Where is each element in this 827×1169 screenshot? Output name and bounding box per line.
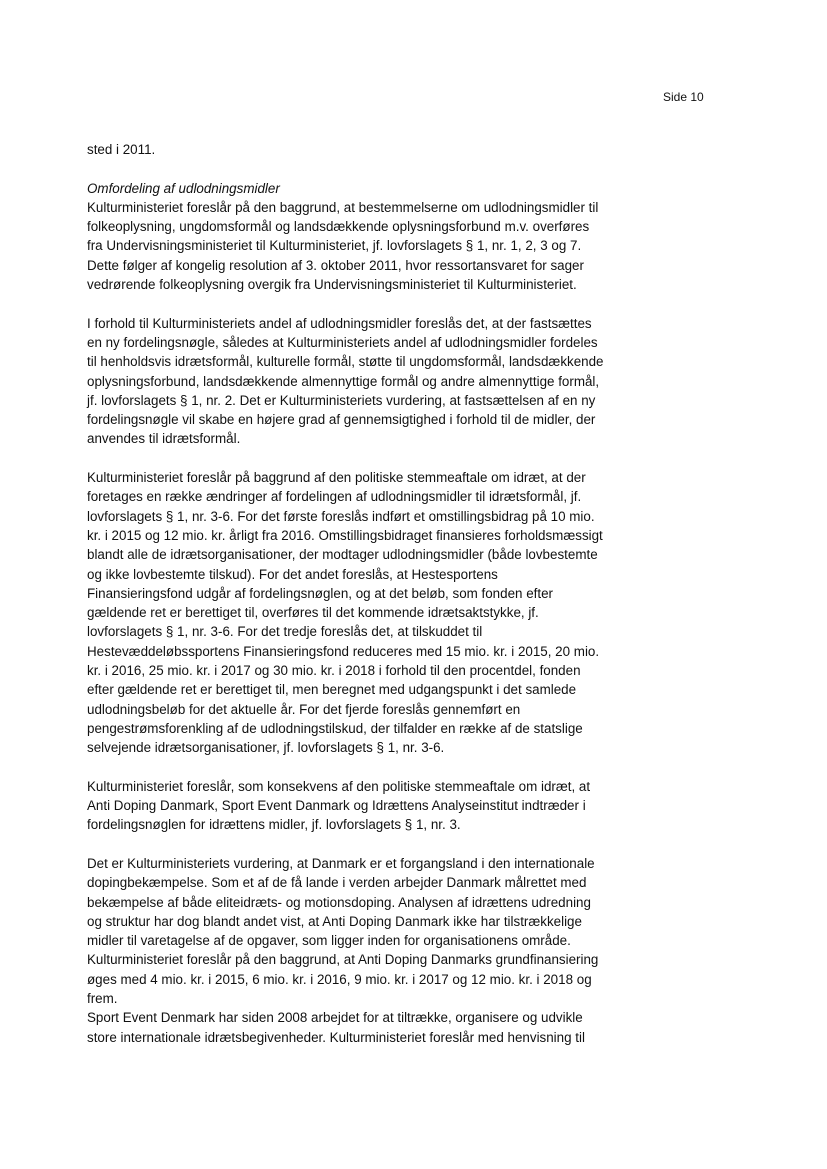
text-line: blandt alle de idrætsorganisationer, der modtager udlodningsmidler (både lovbestemte [87,547,598,563]
page-number: Side 10 [663,90,704,104]
text-line: fordelingsnøglen for idrættens midler, jf. lovforslagets § 1, nr. 3. [87,817,461,833]
text-line: selvejende idrætsorganisationer, jf. lovforslagets § 1, nr. 3-6. [87,740,445,756]
text-line: fra Undervisningsministeriet til Kulturministeriet, jf. lovforslagets § 1, nr. 1, 2, 3 og 7. [87,238,582,254]
text-line: Anti Doping Danmark, Sport Event Danmark og Idrættens Analyseinstitut indtræder i [87,798,586,814]
text-line: Sport Event Denmark har siden 2008 arbejdet for at tiltrække, organisere og udvikle [87,1010,583,1026]
paragraph-gap [87,758,727,777]
text-line: og ikke lovbestemte tilskud). For det andet foreslås, at Hestesportens [87,566,498,582]
paragraph-gap [87,449,727,468]
paragraph-5 [87,854,727,1047]
paragraph-4 [87,777,727,835]
document-body [87,140,727,1047]
text-line: Kulturministeriet foreslår, som konsekvens af den politiske stemmeaftale om idræt, at [87,778,591,794]
text-line: Hestevæddeløbssportens Finansieringsfond reduceres med 15 mio. kr. i 2015, 20 mio. [87,643,600,659]
text-line: en ny fordelingsnøgle, således at Kulturministeriets andel af udlodningsmidler fordeles [87,334,598,350]
text-line: pengestrømsforenkling af de udlodningstilskud, der tilfalder en række af de statslige [87,720,583,736]
text-line: anvendes til idrætsformål. [87,431,241,447]
text-line: Det er Kulturministeriets vurdering, at Danmark er et forgangsland i den internationale [87,855,595,871]
text-line: foretages en række ændringer af fordelingen af udlodningsmidler til idrætsformål, jf. [87,489,582,505]
text-line: lovforslagets § 1, nr. 3-6. For det tredje foreslås det, at tilskuddet til [87,624,483,640]
text-line: øges med 4 mio. kr. i 2015, 6 mio. kr. i 2016, 9 mio. kr. i 2017 og 12 mio. kr. i 2018 og [87,971,592,987]
paragraph-gap [87,294,727,313]
text-line: lovforslagets § 1, nr. 3-6. For det første foreslås indført et omstillingsbidrag på 10 mio. [87,508,595,524]
text-line: I forhold til Kulturministeriets andel af udlodningsmidler foreslås det, at der fastsættes [87,315,592,331]
text-line: midler til varetagelse af de opgaver, som ligger inden for organisationens område. [87,933,571,949]
text-line: Kulturministeriet foreslår på den baggrund, at Anti Doping Danmarks grundfinansiering [87,952,599,968]
text-line: til henholdsvis idrætsformål, kulturelle formål, støtte til ungdomsformål, landsdækkende [87,354,604,370]
paragraph-gap [87,159,727,178]
text-line: Finansieringsfond udgår af fordelingsnøglen, og at det beløb, som fonden efter [87,585,553,601]
text-line: Kulturministeriet foreslår på baggrund af den politiske stemmeaftale om idræt, at der [87,470,586,486]
text-line: bekæmpelse af både eliteidræts- og motionsdoping. Analysen af idrættens udredning [87,894,591,910]
text-line: dopingbekæmpelse. Som et af de få lande i verden arbejder Danmark målrettet med [87,875,587,891]
text-line: og struktur har dog blandt andet vist, at Anti Doping Danmark ikke har tilstrækkelige [87,913,582,929]
paragraph-gap [87,835,727,854]
section-heading: Omfordeling af udlodningsmidler [87,180,280,196]
text-line: udlodningsbeløb for det aktuelle år. For det fjerde foreslås gennemført en [87,701,521,717]
paragraph-1 [87,198,727,294]
text-line: sted i 2011. [87,142,156,157]
paragraph-2 [87,314,727,449]
text-line: oplysningsforbund, landsdækkende almennyttige formål og andre almennyttige formål, [87,373,600,389]
text-line: kr. i 2015 og 12 mio. kr. årligt fra 2016. Omstillingsbidraget finansieres forholdsmæssigt [87,527,603,543]
text-line: kr. i 2016, 25 mio. kr. i 2017 og 30 mio. kr. i 2018 i forhold til den procentdel, fonden [87,663,581,679]
text-line: vedrørende folkeoplysning overgik fra Undervisningsministeriet til Kulturministeriet. [87,277,577,293]
intro-paragraph [87,140,727,159]
text-line: store internationale idrætsbegivenheder. Kulturministeriet foreslår med henvisning til [87,1029,585,1045]
text-line: efter gældende ret er berettiget til, men beregnet med udgangspunkt i det samlede [87,682,577,698]
text-line: frem. [87,991,118,1007]
text-line: fordelingsnøgle vil skabe en højere grad af gennemsigtighed i forhold til de midler, der [87,412,596,428]
text-line: Dette følger af kongelig resolution af 3. oktober 2011, hvor ressortansvaret for sager [87,257,584,273]
paragraph-3 [87,468,727,757]
text-line: folkeoplysning, ungdomsformål og landsdækkende oplysningsforbund m.v. overføres [87,219,590,235]
text-line: jf. lovforslagets § 1, nr. 2. Det er Kulturministeriets vurdering, at fastsættelsen af en ny [87,392,596,408]
text-line: gældende ret er berettiget til, overføres til det kommende idrætsaktstykke, jf. [87,605,539,621]
text-line: Kulturministeriet foreslår på den baggrund, at bestemmelserne om udlodningsmidler til [87,199,599,215]
